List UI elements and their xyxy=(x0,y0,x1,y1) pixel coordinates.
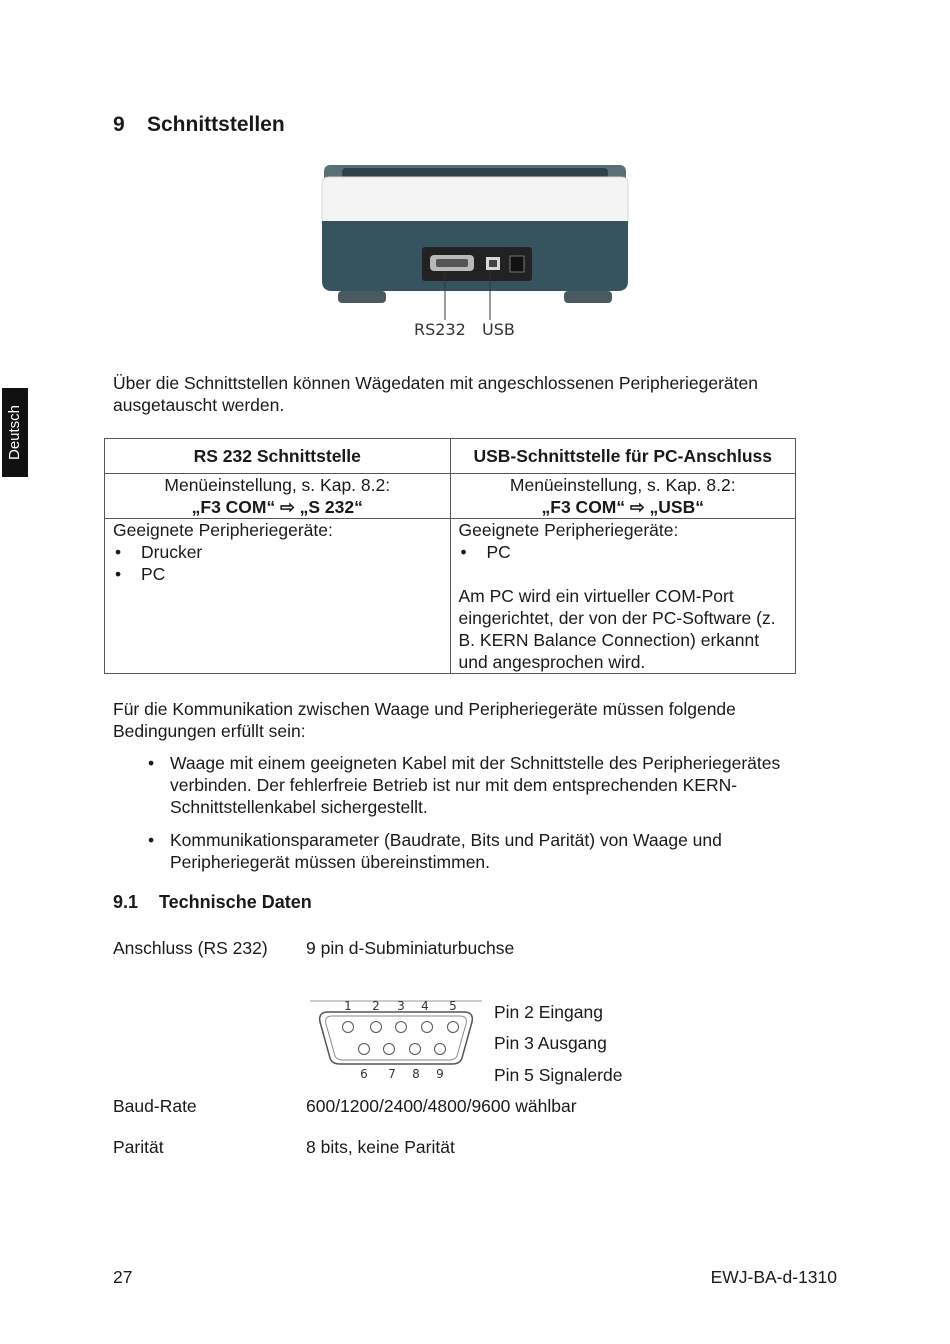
language-tab-label: Deutsch xyxy=(6,404,24,461)
list-item: • Drucker xyxy=(113,541,442,563)
usb-note: Am PC wird ein virtueller COM-Port eingerichtet, der von der PC-Software (z. B. KERN Balance Connection) erkannt und angesprochen wird. xyxy=(458,586,776,672)
rs232-photo-label: RS232 xyxy=(414,320,466,339)
usb-devices-cell xyxy=(450,519,796,674)
pin-note-3: Pin 3 Ausgang xyxy=(494,1033,607,1053)
section-title: Schnittstellen xyxy=(147,113,285,136)
conditions-intro: Für die Kommunikation zwischen Waage und Peripheriegeräte müssen folgende Bedingungen erfüllt sein: xyxy=(113,699,736,741)
pin-label: 6 xyxy=(360,1067,368,1081)
interface-table xyxy=(104,438,796,674)
rs232-setting-line1: Menüeinstellung, s. Kap. 8.2: xyxy=(164,475,391,495)
connection-label: Anschluss (RS 232) xyxy=(113,938,268,958)
pin-label: 9 xyxy=(436,1067,444,1081)
pin-note-5: Pin 5 Signalerde xyxy=(494,1065,623,1085)
usb-photo-label: USB xyxy=(482,320,515,339)
baud-value: 600/1200/2400/4800/9600 wählbar xyxy=(306,1096,577,1116)
list-item: • PC xyxy=(459,541,788,563)
subsection-title: Technische Daten xyxy=(159,892,312,912)
parity-value: 8 bits, keine Parität xyxy=(306,1137,455,1157)
page-number: 27 xyxy=(113,1267,133,1287)
table-header-row xyxy=(105,439,796,474)
rs232-setting-cell xyxy=(105,474,451,519)
language-tab xyxy=(2,388,28,477)
list-item: • Kommunikationsparameter (Baudrate, Bits und Parität) von Waage und Peripheriegerät müssen übereinstimmen. xyxy=(146,829,806,873)
pin-label: 8 xyxy=(412,1067,420,1081)
pin-label: 7 xyxy=(388,1067,396,1081)
parity-label: Parität xyxy=(113,1137,164,1157)
section-heading xyxy=(113,113,285,137)
document-id: EWJ-BA-d-1310 xyxy=(710,1267,837,1287)
pin-label: 5 xyxy=(449,999,457,1013)
scale-interface-photo xyxy=(318,163,632,341)
pin-label: 3 xyxy=(397,999,405,1013)
connection-value: 9 pin d-Subminiaturbuchse xyxy=(306,938,515,958)
baud-label: Baud-Rate xyxy=(113,1096,197,1116)
rs232-setting-line2: „F3 COM“ ⇨ „S 232“ xyxy=(191,497,363,517)
list-item: • PC xyxy=(113,563,442,585)
usb-setting-line2: „F3 COM“ ⇨ „USB“ xyxy=(541,497,704,517)
usb-devices-heading: Geeignete Peripheriegeräte: xyxy=(458,520,679,540)
header-rs232: RS 232 Schnittstelle xyxy=(105,439,451,474)
section-number: 9 xyxy=(113,113,125,136)
pin-label: 4 xyxy=(421,999,429,1013)
rs232-devices-heading: Geeignete Peripheriegeräte: xyxy=(113,520,333,540)
pin-label: 1 xyxy=(344,999,352,1013)
list-item: • Waage mit einem geeigneten Kabel mit der Schnittstelle des Peripheriegerätes verbinden. Der fehlerfreie Betrieb ist nur mit dem entsprechenden KERN- Schnittstellenkabel sichergestellt. xyxy=(146,752,806,818)
pin-note-2: Pin 2 Eingang xyxy=(494,1002,603,1022)
table-settings-row xyxy=(105,474,796,519)
rs232-devices-cell xyxy=(105,519,451,674)
intro-paragraph: Über die Schnittstellen können Wägedaten mit angeschlossenen Peripheriegeräten ausgetauscht werden. xyxy=(113,373,758,415)
usb-setting-line1: Menüeinstellung, s. Kap. 8.2: xyxy=(509,475,736,495)
header-usb: USB-Schnittstelle für PC-Anschluss xyxy=(450,439,796,474)
subsection-heading xyxy=(113,892,312,913)
conditions-list xyxy=(146,752,806,884)
subsection-number: 9.1 xyxy=(113,892,139,912)
pin-label: 2 xyxy=(372,999,380,1013)
dsub-connector-diagram xyxy=(306,996,486,1084)
usb-setting-cell xyxy=(450,474,796,519)
table-devices-row xyxy=(105,519,796,674)
